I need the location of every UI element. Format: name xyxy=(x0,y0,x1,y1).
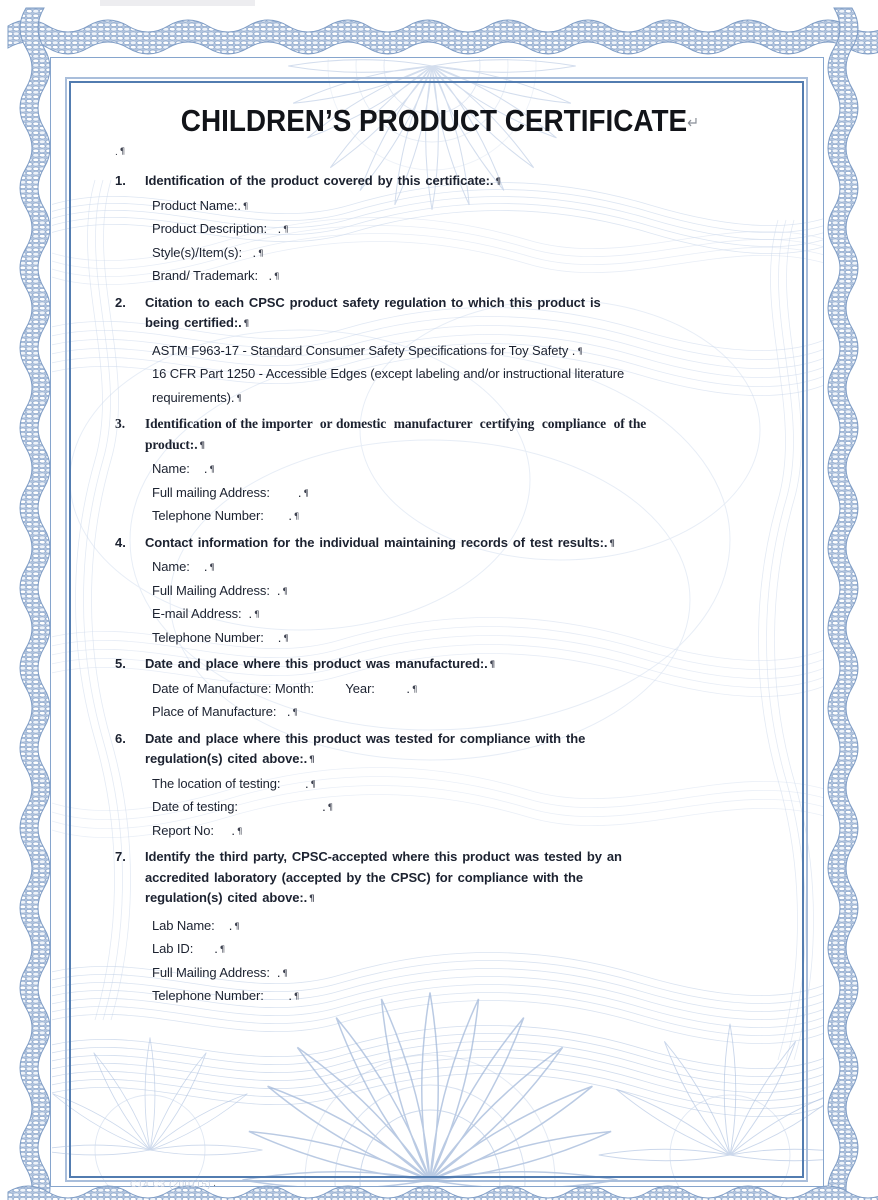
citation-line: ASTM F963-17 - Standard Consumer Safety Specifications for Toy Safety . ¶ xyxy=(152,342,583,358)
section-number: 1. xyxy=(115,173,126,188)
field-line: Date of testing: . ¶ xyxy=(152,799,333,814)
pilcrow-mark-icon: ¶ xyxy=(309,755,315,765)
pilcrow-mark-icon: ¶ xyxy=(236,826,243,837)
section-heading: accredited laboratory (accepted by the CPSC) for compliance with the xyxy=(145,869,583,885)
field-line: Product Description: . ¶ xyxy=(152,221,289,236)
section-body xyxy=(145,174,764,289)
pilcrow-mark-icon: ¶ xyxy=(199,440,205,451)
section-number: 2. xyxy=(115,294,126,310)
border-band-right xyxy=(828,8,858,1200)
field-line: Name: . ¶ xyxy=(152,461,215,476)
field-line: Full Mailing Address: . ¶ xyxy=(152,582,288,598)
pilcrow-mark-icon: ¶ xyxy=(274,272,280,282)
section-heading: Contact information for the individual maintaining records of test results:. ¶ xyxy=(145,534,615,550)
border-band-top xyxy=(8,20,878,54)
pilcrow-mark-icon: ¶ xyxy=(254,610,260,620)
field-line: Place of Manufacture: . ¶ xyxy=(152,704,298,719)
field-line: Date of Manufacture: Month: Year: . ¶ xyxy=(152,680,418,696)
section-5 xyxy=(115,657,764,725)
citation-line: requirements). ¶ xyxy=(152,389,242,405)
page-title xyxy=(180,101,698,144)
pilcrow-mark-icon: ¶ xyxy=(282,968,288,979)
section-number: 3. xyxy=(115,416,126,431)
pilcrow-mark-icon: ¶ xyxy=(293,992,300,1002)
section-body xyxy=(145,850,764,1009)
title-row xyxy=(115,101,764,145)
certificate-content xyxy=(69,81,804,1178)
pilcrow-mark-icon: ¶ xyxy=(489,660,495,670)
pilcrow-mark-icon: ¶ xyxy=(310,779,316,790)
field-line: The location of testing: . ¶ xyxy=(152,775,316,791)
field-list xyxy=(145,556,764,650)
pilcrow-mark-icon: ¶ xyxy=(236,393,242,404)
field-line: Lab Name: . ¶ xyxy=(152,917,240,933)
pilcrow-mark-icon: ¶ xyxy=(282,586,288,597)
field-line: Telephone Number: . ¶ xyxy=(152,629,289,645)
return-mark-icon: ↵ xyxy=(686,115,699,132)
section-number: 7. xyxy=(115,849,126,864)
field-line: Telephone Number: . ¶ xyxy=(152,508,300,523)
pilcrow-mark-icon: ¶ xyxy=(327,803,333,813)
pilcrow-mark-icon: ¶ xyxy=(258,248,264,259)
field-line: Full mailing Address: . ¶ xyxy=(152,484,309,500)
field-line: Name: . ¶ xyxy=(152,559,215,574)
section-2 xyxy=(115,296,764,411)
section-3 xyxy=(115,417,764,529)
pilcrow-mark-icon: ¶ xyxy=(495,177,501,187)
footer-reference xyxy=(130,1179,217,1190)
section-4 xyxy=(115,536,764,651)
section-6 xyxy=(115,732,764,844)
pilcrow-mark-icon: ¶ xyxy=(283,633,289,644)
pilcrow-mark-icon: ¶ xyxy=(209,465,215,475)
section-heading: Date and place where this product was tested for compliance with the xyxy=(145,730,586,746)
section-body xyxy=(145,536,764,651)
pilcrow-mark-icon: ¶ xyxy=(293,512,300,522)
pilcrow-mark-icon: ¶ xyxy=(411,684,418,695)
section-heading: Citation to each CPSC product safety regulation to which this product is xyxy=(145,294,601,310)
field-line: Product Name:. ¶ xyxy=(152,197,249,213)
section-heading: product:. ¶ xyxy=(145,436,205,452)
field-line: Lab ID: . ¶ xyxy=(152,941,226,956)
section-body xyxy=(145,296,764,411)
section-number: 5. xyxy=(115,656,126,671)
pilcrow-mark-icon: ¶ xyxy=(119,147,126,157)
field-list xyxy=(145,340,764,411)
sections-list xyxy=(115,174,764,1009)
pilcrow-mark-icon: ¶ xyxy=(243,319,249,329)
stray-paragraph-mark xyxy=(115,147,764,160)
section-1 xyxy=(115,174,764,289)
footer-mark: . xyxy=(213,1179,217,1189)
pilcrow-mark-icon: ¶ xyxy=(209,563,215,573)
field-line: Telephone Number: . ¶ xyxy=(152,988,300,1003)
footer-text: C14 C3 (200115) xyxy=(130,1179,212,1190)
section-number: 6. xyxy=(115,730,126,746)
section-heading: regulation(s) cited above:. ¶ xyxy=(145,751,315,766)
field-line: E-mail Address: . ¶ xyxy=(152,606,260,621)
section-body xyxy=(145,417,764,529)
pilcrow-mark-icon: ¶ xyxy=(609,538,615,549)
section-body xyxy=(145,657,764,725)
section-heading: regulation(s) cited above:. ¶ xyxy=(145,890,315,905)
page-title-text: CHILDREN’S PRODUCT CERTIFICATE xyxy=(180,103,687,138)
section-7 xyxy=(115,850,764,1009)
pilcrow-mark-icon: ¶ xyxy=(303,488,309,499)
citation-line: 16 CFR Part 1250 - Accessible Edges (except labeling and/or instructional literature xyxy=(152,366,625,381)
pilcrow-mark-icon: ¶ xyxy=(309,894,315,904)
field-line: Style(s)/Item(s): . ¶ xyxy=(152,244,264,260)
field-list xyxy=(145,915,764,1009)
field-line: Report No: . ¶ xyxy=(152,822,243,838)
pilcrow-mark-icon: ¶ xyxy=(234,921,240,932)
section-heading xyxy=(145,174,764,190)
pilcrow-mark-icon: ¶ xyxy=(242,201,249,212)
section-number: 4. xyxy=(115,534,126,550)
pilcrow-mark-icon: ¶ xyxy=(283,225,289,235)
section-heading: Identify the third party, CPSC-accepted where this product was tested by an xyxy=(145,849,622,864)
field-line: Brand/ Trademark: . ¶ xyxy=(152,268,280,283)
section-heading: Identification of the importer or domestic manufacturer certifying compliance of the xyxy=(145,416,647,431)
field-line: Full Mailing Address: . ¶ xyxy=(152,964,288,980)
field-list xyxy=(145,678,764,725)
pilcrow-mark-icon: ¶ xyxy=(219,945,226,955)
border-band-left xyxy=(20,8,50,1200)
pilcrow-mark-icon: ¶ xyxy=(577,346,583,357)
pilcrow-mark-icon: ¶ xyxy=(292,708,298,718)
section-body xyxy=(145,732,764,844)
field-list xyxy=(145,458,764,529)
section-heading: being certified:. ¶ xyxy=(145,315,249,330)
field-list xyxy=(145,195,764,289)
cropped-top-artifact xyxy=(100,0,255,6)
section-heading: Date and place where this product was manufactured:. ¶ xyxy=(145,656,495,671)
heading-line: Identification of the product covered by this certificate:. xyxy=(145,173,494,188)
field-list xyxy=(145,773,764,844)
stray-dot: . xyxy=(115,147,118,158)
